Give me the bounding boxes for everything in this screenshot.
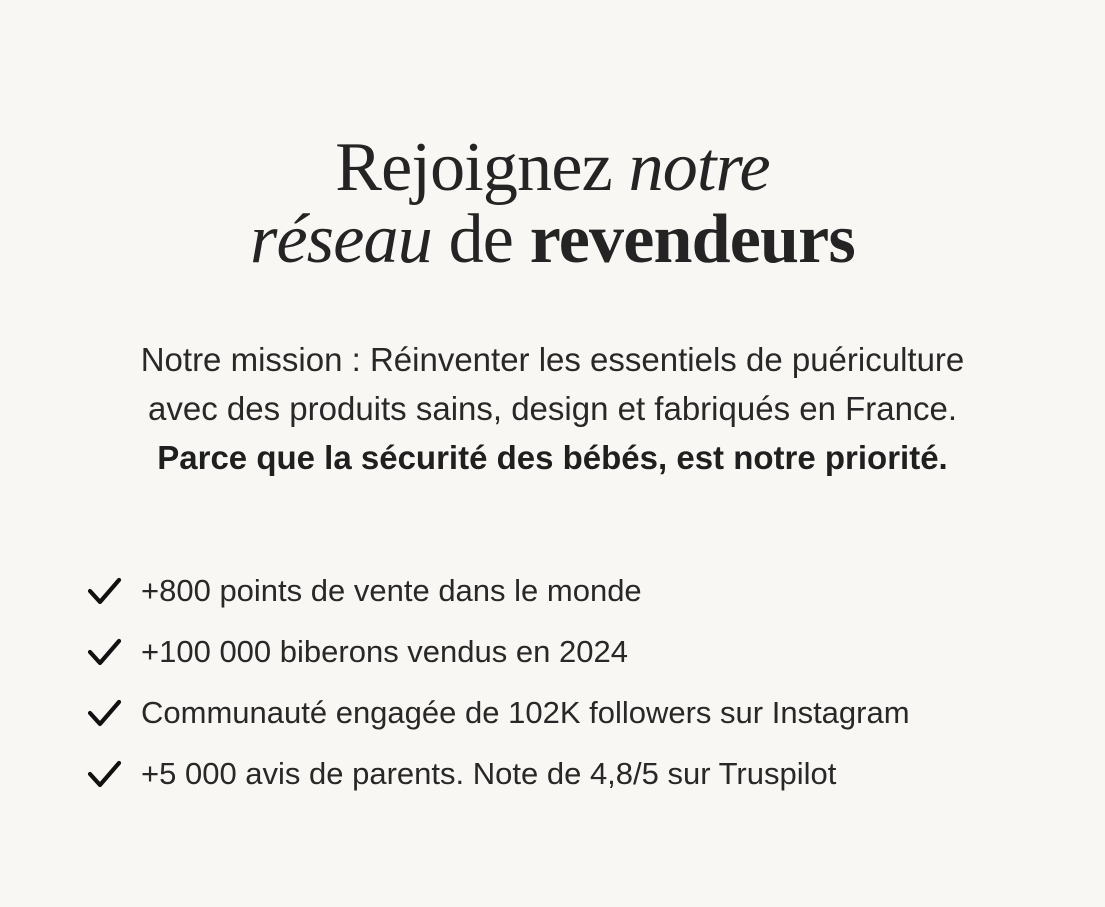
title-revendeurs: revendeurs — [529, 201, 855, 278]
feature-item — [86, 682, 1026, 743]
title-de: de — [431, 201, 530, 278]
mission-priority-line: Parce que la sécurité des bébés, est notre priorité. — [157, 439, 948, 476]
feature-item — [86, 621, 1026, 682]
feature-text: +5 000 avis de parents. Note de 4,8/5 sur Truspilot — [141, 755, 837, 791]
feature-item — [86, 560, 1026, 621]
checkmark-icon — [86, 757, 124, 791]
checkmark-icon — [86, 696, 124, 730]
mission-statement — [0, 335, 1105, 482]
feature-item — [86, 743, 1026, 804]
page-title — [0, 129, 1105, 278]
feature-text: Communauté engagée de 102K followers sur Instagram — [141, 694, 910, 730]
title-line-2 — [0, 201, 1105, 278]
checkmark-icon — [86, 635, 124, 669]
title-notre: notre — [628, 129, 770, 206]
feature-text: +800 points de vente dans le monde — [141, 572, 642, 608]
title-reseau: réseau — [250, 201, 432, 278]
feature-text: +100 000 biberons vendus en 2024 — [141, 633, 628, 669]
feature-list — [86, 560, 1026, 804]
mission-line-1: Notre mission : Réinventer les essentiels de puériculture — [140, 341, 965, 378]
title-line-1 — [0, 129, 1105, 206]
mission-line-2: avec des produits sains, design et fabriqués en France. — [148, 390, 957, 427]
title-rejoignez: Rejoignez — [335, 129, 629, 206]
checkmark-icon — [86, 574, 124, 608]
